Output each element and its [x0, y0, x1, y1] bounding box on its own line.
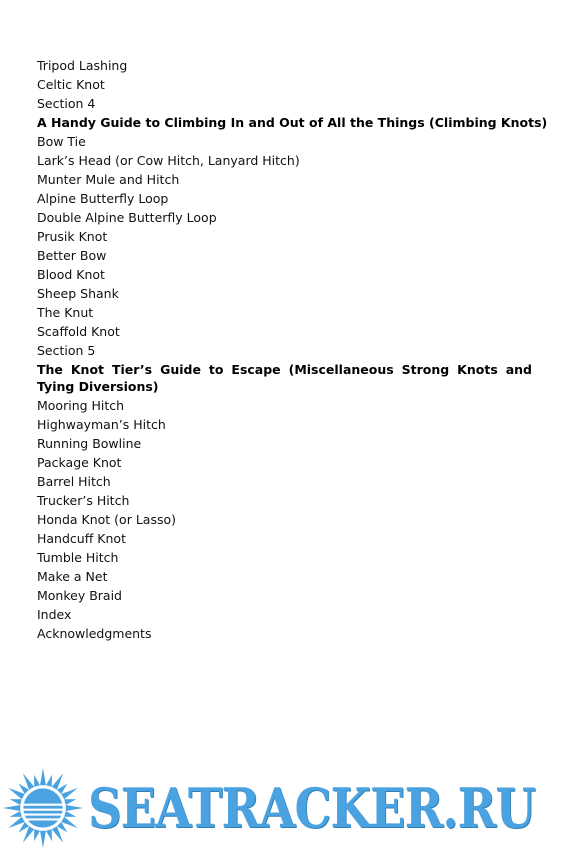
watermark-text: SEATRACKER.RU	[88, 776, 536, 840]
toc-item[interactable]: The Knut	[37, 305, 94, 320]
toc-item[interactable]: Honda Knot (or Lasso)	[37, 512, 176, 527]
toc-item[interactable]: Trucker’s Hitch	[37, 493, 130, 508]
toc-item[interactable]: Highwayman’s Hitch	[37, 417, 166, 432]
toc-item[interactable]: Celtic Knot	[37, 77, 105, 92]
sun-ray	[66, 805, 83, 811]
toc-item[interactable]: Acknowledgments	[37, 626, 152, 641]
toc-item[interactable]: Scaffold Knot	[37, 324, 120, 339]
toc-section-label[interactable]: Section 5	[37, 343, 96, 358]
toc-item[interactable]: Bow Tie	[37, 134, 86, 149]
toc-item[interactable]: Lark’s Head (or Cow Hitch, Lanyard Hitch)	[37, 153, 300, 168]
toc-section-heading[interactable]: A Handy Guide to Climbing In and Out of All the Things (Climbing Knots)	[37, 115, 548, 130]
sun-ray	[46, 775, 52, 787]
toc-item[interactable]: Running Bowline	[37, 436, 142, 451]
toc-item[interactable]: Blood Knot	[37, 267, 105, 282]
toc-section-heading[interactable]: The Knot Tier’s Guide to Escape (Miscellaneous Strong Knots and Tying Diversions)	[37, 362, 532, 394]
watermark	[0, 765, 566, 850]
toc-item[interactable]: Mooring Hitch	[37, 398, 125, 413]
sun-ray	[10, 799, 22, 805]
toc-item[interactable]: Monkey Braid	[37, 588, 122, 603]
toc-item[interactable]: Prusik Knot	[37, 229, 108, 244]
sun-ray	[34, 775, 40, 787]
toc-section-label[interactable]: Section 4	[37, 96, 96, 111]
sun-ray	[40, 768, 46, 785]
sun-icon	[2, 767, 84, 849]
toc-item[interactable]: Tumble Hitch	[37, 550, 119, 565]
toc-item[interactable]: Sheep Shank	[37, 286, 119, 301]
sun-ray	[64, 811, 76, 817]
toc-item[interactable]: Alpine Butterfly Loop	[37, 191, 169, 206]
toc-item[interactable]: Double Alpine Butterfly Loop	[37, 210, 217, 225]
toc-item[interactable]: Barrel Hitch	[37, 474, 111, 489]
sun-ray	[46, 829, 52, 841]
table-of-contents	[37, 56, 548, 643]
toc-item[interactable]: Tripod Lashing	[37, 58, 128, 73]
toc-item[interactable]: Make a Net	[37, 569, 108, 584]
toc-item[interactable]: Handcuff Knot	[37, 531, 126, 546]
sun-ray	[10, 811, 22, 817]
toc-item[interactable]: Better Bow	[37, 248, 107, 263]
sun-ray	[3, 805, 20, 811]
sun-ray	[64, 799, 76, 805]
toc-item[interactable]: Munter Mule and Hitch	[37, 172, 180, 187]
toc-item[interactable]: Package Knot	[37, 455, 122, 470]
toc-item[interactable]: Index	[37, 607, 72, 622]
sun-ray	[40, 831, 46, 848]
sun-ray	[34, 829, 40, 841]
